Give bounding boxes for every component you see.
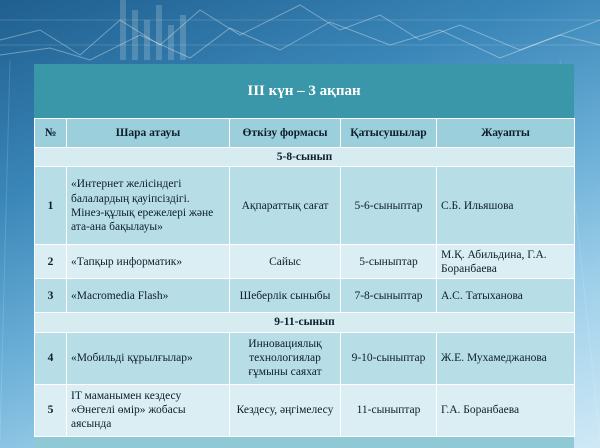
page-title: III күн – 3 ақпан bbox=[34, 64, 574, 118]
row-event-name: IT маманымен кездесу «Өнегелі өмір» жобасы аясында bbox=[67, 384, 230, 436]
row-format: Кездесу, әңгімелесу bbox=[230, 384, 341, 436]
row-number: 5 bbox=[35, 384, 67, 436]
row-responsible: Ж.Е. Мухамеджанова bbox=[437, 332, 575, 384]
table-row bbox=[35, 279, 575, 313]
schedule-table bbox=[34, 118, 575, 437]
row-responsible: А.С. Татыханова bbox=[437, 279, 575, 313]
table-row bbox=[35, 245, 575, 279]
row-event-name: «Macromedia Flash» bbox=[67, 279, 230, 313]
section-row bbox=[35, 148, 575, 167]
row-format: Ақпараттық сағат bbox=[230, 167, 341, 245]
row-participants: 9-10-сыныптар bbox=[341, 332, 437, 384]
row-participants: 5-сыныптар bbox=[341, 245, 437, 279]
header-format: Өткізу формасы bbox=[230, 119, 341, 148]
row-responsible: С.Б. Ильяшова bbox=[437, 167, 575, 245]
row-participants: 11-сыныптар bbox=[341, 384, 437, 436]
row-format: Сайыс bbox=[230, 245, 341, 279]
row-responsible: Г.А. Боранбаева bbox=[437, 384, 575, 436]
row-number: 3 bbox=[35, 279, 67, 313]
section-label: 9-11-сынып bbox=[35, 313, 575, 332]
row-participants: 5-6-сыныптар bbox=[341, 167, 437, 245]
header-event-name: Шара атауы bbox=[67, 119, 230, 148]
header-number: № bbox=[35, 119, 67, 148]
row-format: Шеберлік сыныбы bbox=[230, 279, 341, 313]
table-row bbox=[35, 167, 575, 245]
row-number: 4 bbox=[35, 332, 67, 384]
header-participants: Қатысушылар bbox=[341, 119, 437, 148]
row-number: 2 bbox=[35, 245, 67, 279]
table-row bbox=[35, 332, 575, 384]
table-row bbox=[35, 384, 575, 436]
section-row bbox=[35, 313, 575, 332]
row-number: 1 bbox=[35, 167, 67, 245]
row-event-name: «Мобильді құрылғылар» bbox=[67, 332, 230, 384]
row-format: Инновациялық технологиялар ғұмыны саяхат bbox=[230, 332, 341, 384]
section-label: 5-8-сынып bbox=[35, 148, 575, 167]
table-header-row bbox=[35, 119, 575, 148]
row-participants: 7-8-сыныптар bbox=[341, 279, 437, 313]
header-responsible: Жауапты bbox=[437, 119, 575, 148]
row-event-name: «Интернет желісіндегі балалардың қауіпсіздігі. Мінез-құлық ережелері және ата-ана бақылауы» bbox=[67, 167, 230, 245]
row-responsible: М.Қ. Абильдина, Г.А. Боранбаева bbox=[437, 245, 575, 279]
row-event-name: «Тапқыр информатик» bbox=[67, 245, 230, 279]
